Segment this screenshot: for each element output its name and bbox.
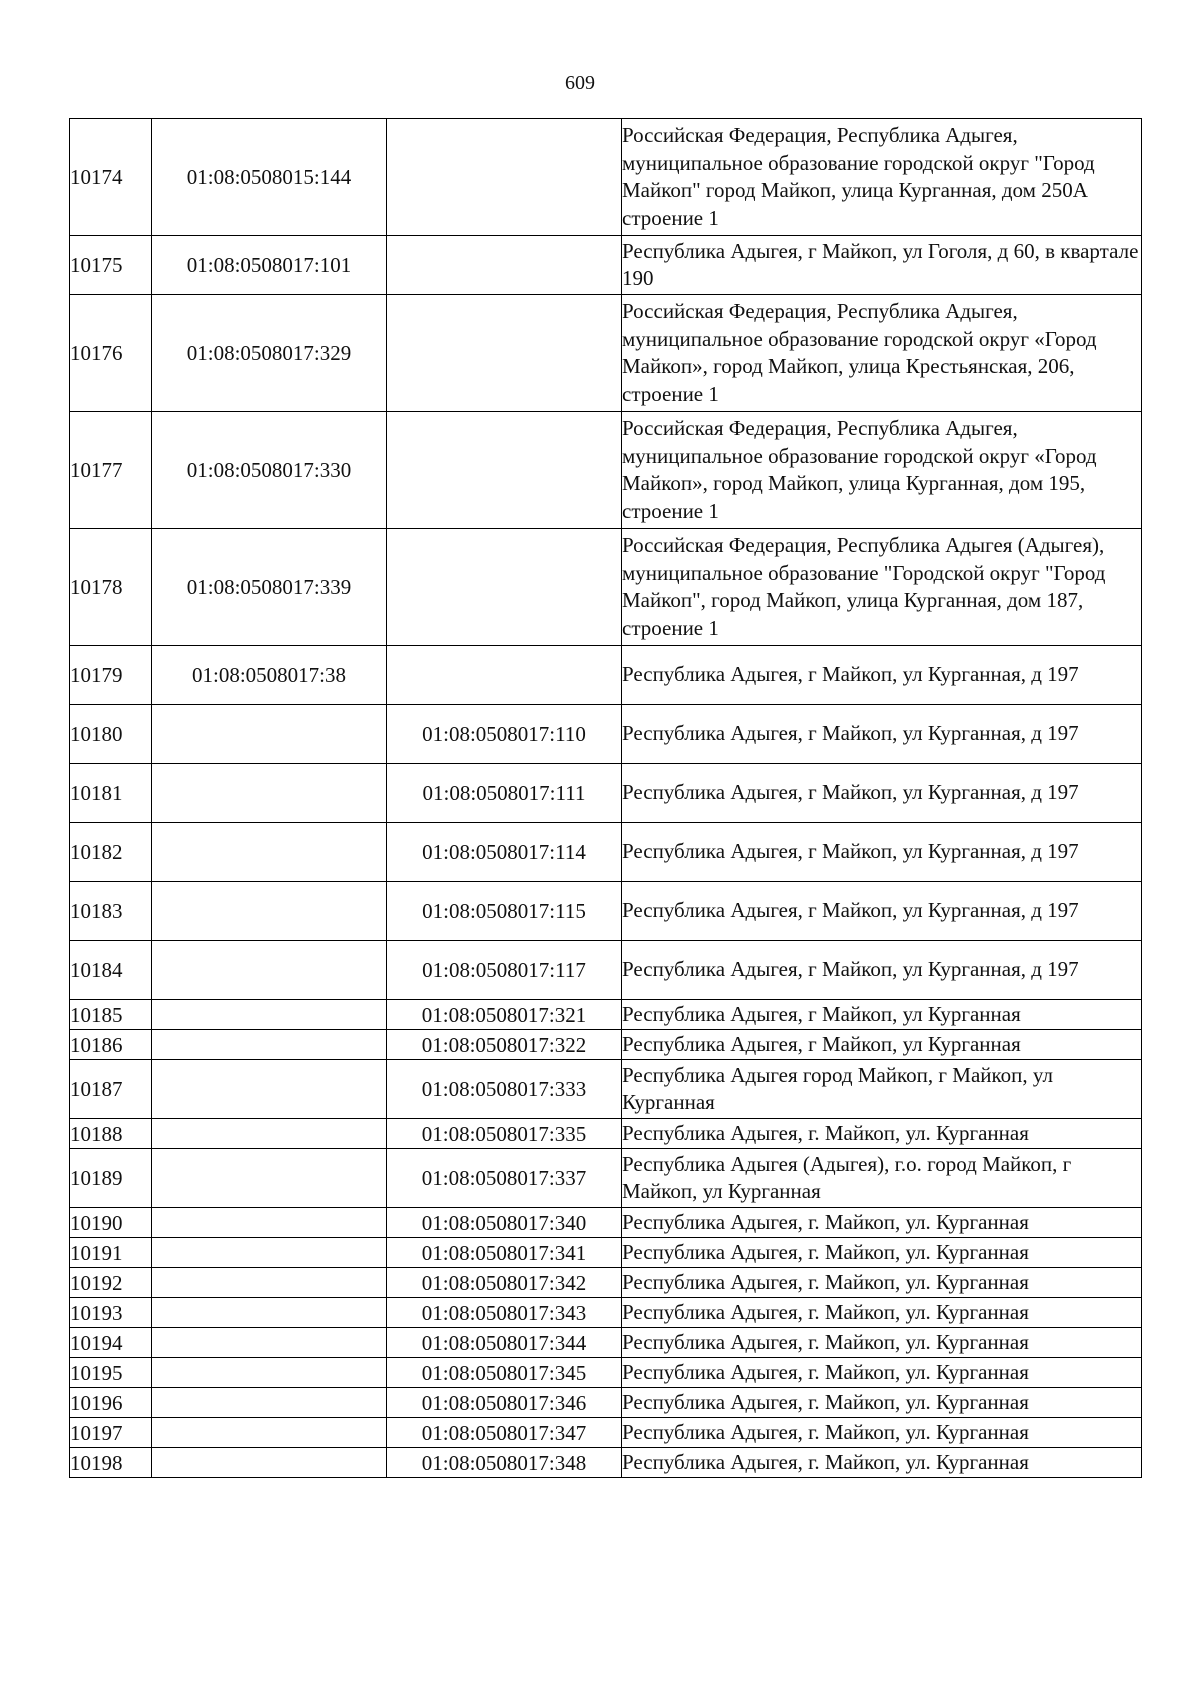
table-row	[70, 1149, 1142, 1208]
cadastral-number-object: 01:08:0508017:333	[387, 1060, 622, 1119]
page-number: 609	[565, 72, 595, 94]
address-cell: Республика Адыгея, г Майкоп, ул Курганная, д 197	[622, 646, 1142, 705]
cadastral-number-parcel	[152, 764, 387, 823]
table-row	[70, 764, 1142, 823]
cadastral-number-parcel	[152, 941, 387, 1000]
table-row	[70, 1328, 1142, 1358]
address-cell: Российская Федерация, Республика Адыгея (Адыгея), муниципальное образование "Городской округ "Город Майкоп", город Майкоп, улица Курганная, дом 187, строение 1	[622, 529, 1142, 646]
address-cell: Российская Федерация, Республика Адыгея, муниципальное образование городской округ "Город Майкоп" город Майкоп, улица Курганная, дом 250А строение 1	[622, 119, 1142, 236]
row-number: 10179	[70, 646, 152, 705]
address-cell: Республика Адыгея, г Майкоп, ул Курганная, д 197	[622, 705, 1142, 764]
row-number: 10193	[70, 1298, 152, 1328]
cadastral-number-object: 01:08:0508017:347	[387, 1418, 622, 1448]
cadastral-number-object: 01:08:0508017:344	[387, 1328, 622, 1358]
cadastral-number-parcel	[152, 882, 387, 941]
cadastral-number-parcel	[152, 705, 387, 764]
table-row	[70, 882, 1142, 941]
address-cell: Республика Адыгея, г Майкоп, ул Курганная, д 197	[622, 941, 1142, 1000]
row-number: 10185	[70, 1000, 152, 1030]
cadastral-number-parcel	[152, 1060, 387, 1119]
cadastral-number-parcel	[152, 1208, 387, 1238]
address-cell: Республика Адыгея, г. Майкоп, ул. Курганная	[622, 1358, 1142, 1388]
address-cell: Республика Адыгея, г. Майкоп, ул. Курганная	[622, 1328, 1142, 1358]
address-cell: Республика Адыгея, г. Майкоп, ул. Курганная	[622, 1448, 1142, 1478]
table-row	[70, 236, 1142, 295]
address-cell: Республика Адыгея, г. Майкоп, ул. Курганная	[622, 1388, 1142, 1418]
cadastral-number-object: 01:08:0508017:341	[387, 1238, 622, 1268]
address-cell: Российская Федерация, Республика Адыгея, муниципальное образование городской округ «Город Майкоп», город Майкоп, улица Крестьянская, 206, строение 1	[622, 295, 1142, 412]
row-number: 10196	[70, 1388, 152, 1418]
row-number: 10186	[70, 1030, 152, 1060]
table-row	[70, 646, 1142, 705]
row-number: 10182	[70, 823, 152, 882]
cadastral-number-object: 01:08:0508017:114	[387, 823, 622, 882]
row-number: 10180	[70, 705, 152, 764]
address-cell: Республика Адыгея, г Майкоп, ул Гоголя, д 60, в квартале 190	[622, 236, 1142, 295]
cadastral-number-parcel	[152, 1119, 387, 1149]
cadastral-number-object: 01:08:0508017:346	[387, 1388, 622, 1418]
cadastral-number-object	[387, 236, 622, 295]
cadastral-number-parcel	[152, 1418, 387, 1448]
row-number: 10198	[70, 1448, 152, 1478]
cadastral-number-object	[387, 646, 622, 705]
cadastral-number-object: 01:08:0508017:110	[387, 705, 622, 764]
table-row	[70, 1208, 1142, 1238]
cadastral-number-object: 01:08:0508017:117	[387, 941, 622, 1000]
table-row	[70, 1268, 1142, 1298]
cadastral-number-object: 01:08:0508017:115	[387, 882, 622, 941]
cadastral-number-object	[387, 295, 622, 412]
row-number: 10184	[70, 941, 152, 1000]
row-number: 10195	[70, 1358, 152, 1388]
address-cell: Республика Адыгея, г Майкоп, ул Курганная	[622, 1030, 1142, 1060]
cadastral-number-parcel: 01:08:0508015:144	[152, 119, 387, 236]
row-number: 10181	[70, 764, 152, 823]
table-row	[70, 1388, 1142, 1418]
cadastral-number-parcel	[152, 1358, 387, 1388]
address-cell: Республика Адыгея, г. Майкоп, ул. Курганная	[622, 1208, 1142, 1238]
table-row	[70, 1238, 1142, 1268]
table-row	[70, 412, 1142, 529]
row-number: 10197	[70, 1418, 152, 1448]
table-row	[70, 1298, 1142, 1328]
table-row	[70, 295, 1142, 412]
cadastral-number-parcel	[152, 1388, 387, 1418]
table-row	[70, 1418, 1142, 1448]
address-cell: Республика Адыгея, г. Майкоп, ул. Курганная	[622, 1238, 1142, 1268]
cadastral-number-object: 01:08:0508017:348	[387, 1448, 622, 1478]
cadastral-number-object: 01:08:0508017:342	[387, 1268, 622, 1298]
address-cell: Российская Федерация, Республика Адыгея, муниципальное образование городской округ «Город Майкоп», город Майкоп, улица Курганная, дом 195, строение 1	[622, 412, 1142, 529]
cadastral-number-object: 01:08:0508017:345	[387, 1358, 622, 1388]
cadastral-number-parcel: 01:08:0508017:329	[152, 295, 387, 412]
table-row	[70, 1448, 1142, 1478]
row-number: 10190	[70, 1208, 152, 1238]
address-cell: Республика Адыгея, г Майкоп, ул Курганная, д 197	[622, 823, 1142, 882]
row-number: 10192	[70, 1268, 152, 1298]
row-number: 10176	[70, 295, 152, 412]
row-number: 10177	[70, 412, 152, 529]
cadastral-number-parcel	[152, 1298, 387, 1328]
table-row	[70, 1000, 1142, 1030]
registry-table	[69, 118, 1142, 1478]
cadastral-number-object: 01:08:0508017:335	[387, 1119, 622, 1149]
table-row	[70, 823, 1142, 882]
row-number: 10188	[70, 1119, 152, 1149]
address-cell: Республика Адыгея, г Майкоп, ул Курганная	[622, 1000, 1142, 1030]
row-number: 10189	[70, 1149, 152, 1208]
row-number: 10187	[70, 1060, 152, 1119]
cadastral-number-parcel: 01:08:0508017:38	[152, 646, 387, 705]
cadastral-number-object: 01:08:0508017:343	[387, 1298, 622, 1328]
address-cell: Республика Адыгея, г. Майкоп, ул. Курганная	[622, 1298, 1142, 1328]
row-number: 10194	[70, 1328, 152, 1358]
address-cell: Республика Адыгея, г. Майкоп, ул. Курганная	[622, 1268, 1142, 1298]
table-row	[70, 705, 1142, 764]
address-cell: Республика Адыгея, г Майкоп, ул Курганная, д 197	[622, 882, 1142, 941]
cadastral-number-parcel	[152, 1030, 387, 1060]
table-row	[70, 1030, 1142, 1060]
row-number: 10174	[70, 119, 152, 236]
table-row	[70, 1060, 1142, 1119]
table-row	[70, 1358, 1142, 1388]
cadastral-number-object: 01:08:0508017:340	[387, 1208, 622, 1238]
cadastral-number-object	[387, 529, 622, 646]
row-number: 10178	[70, 529, 152, 646]
table-row	[70, 529, 1142, 646]
cadastral-number-parcel	[152, 1000, 387, 1030]
address-cell: Республика Адыгея, г. Майкоп, ул. Курганная	[622, 1119, 1142, 1149]
cadastral-number-object: 01:08:0508017:322	[387, 1030, 622, 1060]
cadastral-number-object: 01:08:0508017:111	[387, 764, 622, 823]
cadastral-number-parcel	[152, 1448, 387, 1478]
cadastral-number-parcel	[152, 1328, 387, 1358]
cadastral-number-parcel	[152, 1268, 387, 1298]
table-row	[70, 941, 1142, 1000]
address-cell: Республика Адыгея, г. Майкоп, ул. Курганная	[622, 1418, 1142, 1448]
table-row	[70, 119, 1142, 236]
row-number: 10183	[70, 882, 152, 941]
row-number: 10191	[70, 1238, 152, 1268]
cadastral-number-object	[387, 119, 622, 236]
cadastral-number-parcel: 01:08:0508017:339	[152, 529, 387, 646]
cadastral-number-parcel	[152, 1149, 387, 1208]
cadastral-number-object: 01:08:0508017:321	[387, 1000, 622, 1030]
cadastral-number-object: 01:08:0508017:337	[387, 1149, 622, 1208]
cadastral-number-object	[387, 412, 622, 529]
cadastral-number-parcel: 01:08:0508017:330	[152, 412, 387, 529]
row-number: 10175	[70, 236, 152, 295]
address-cell: Республика Адыгея, г Майкоп, ул Курганная, д 197	[622, 764, 1142, 823]
address-cell: Республика Адыгея город Майкоп, г Майкоп, ул Курганная	[622, 1060, 1142, 1119]
address-cell: Республика Адыгея (Адыгея), г.о. город Майкоп, г Майкоп, ул Курганная	[622, 1149, 1142, 1208]
table-row	[70, 1119, 1142, 1149]
cadastral-number-parcel	[152, 823, 387, 882]
cadastral-number-parcel	[152, 1238, 387, 1268]
cadastral-number-parcel: 01:08:0508017:101	[152, 236, 387, 295]
